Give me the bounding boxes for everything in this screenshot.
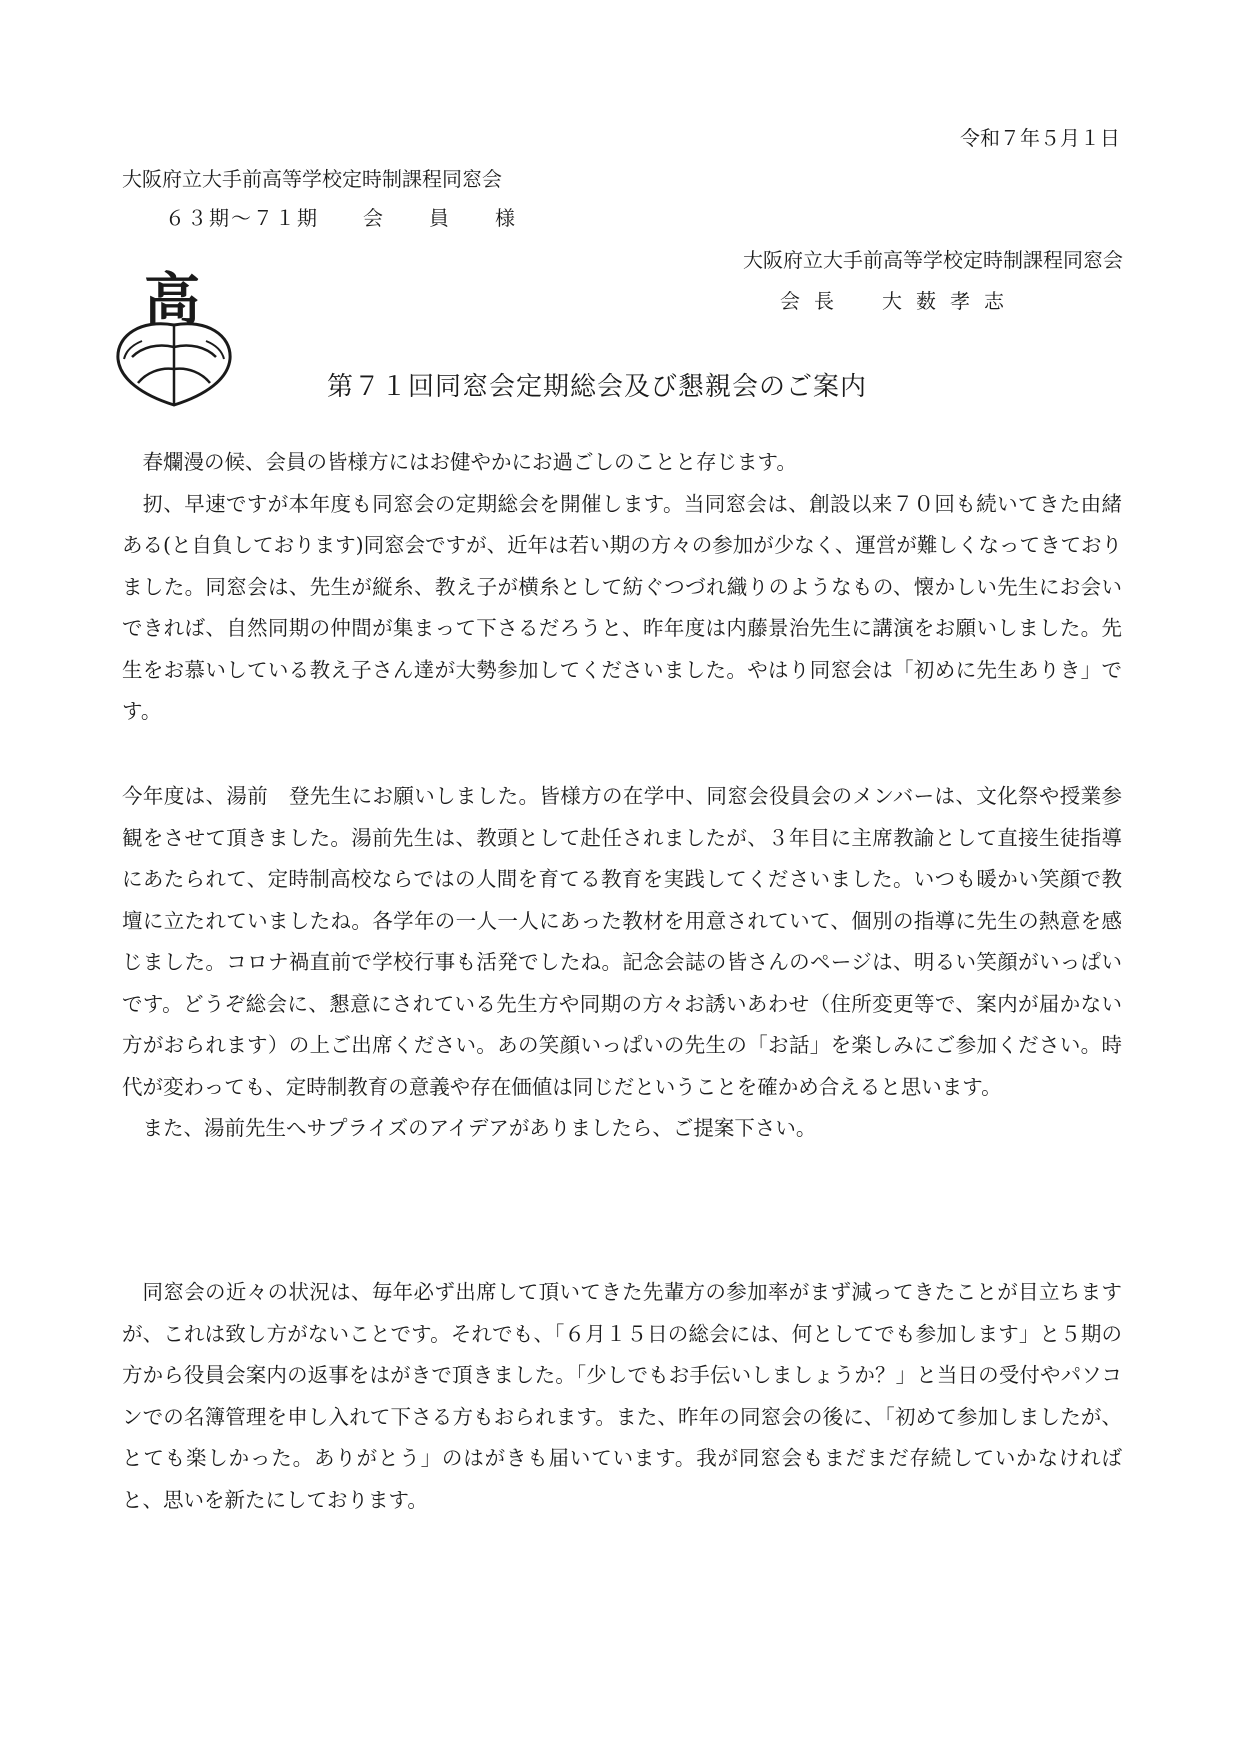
recipient-members: ６３期～７１期 会 員 様 [165,206,517,230]
paragraph: 春爛漫の候、会員の皆様方にはお健やかにお過ごしのことと存じます。 [142,450,797,474]
recipient-organization: 大阪府立大手前高等学校定時制課程同窓会 [122,167,502,191]
sender-president: 会長 大薮孝志 [780,289,1018,313]
sender-organization: 大阪府立大手前高等学校定時制課程同窓会 [743,248,1123,272]
paragraph: 同窓会の近々の状況は、毎年必ず出席して頂いてきた先輩方の参加率がまず減ってきたことが目立ちますが、これは致し方がないことです。それでも、「６月１５日の総会には、何としてでも参加します」と５期の方から役員会案内の返事をはがきで頂きました。「少しでもお手伝いしましょうか？」と当日の受付やパソコンでの名簿管理を申し入れて下さる方もおられます。また、昨年の同窓会の後に、「初めて参加しましたが、とても楽しかった。ありがとう」のはがきも届いています。我が同窓会もまだまだ存続していかなければと、思いを新たにしております。 [122,1280,1122,1512]
page-title: 第７１回同窓会定期総会及び懇親会のご案内 [327,372,868,402]
school-crest-icon [112,255,242,410]
letter-date: 令和７年５月１日 [960,126,1120,150]
body-section-1 [122,442,1122,733]
paragraph: 今年度は、湯前 登先生にお願いしました。皆様方の在学中、同窓会役員会のメンバーは、文化祭や授業参観をさせて頂きました。湯前先生は、教頭として赴任されましたが、３年目に主席教諭として直接生徒指導にあたられて、定時制高校ならではの人間を育てる教育を実践してくださいました。いつも暖かい笑顔で教壇に立たれていましたね。各学年の一人一人にあった教材を用意されていて、個別の指導に先生の熱意を感じました。コロナ禍直前で学校行事も活発でしたね。記念会誌の皆さんのページは、明るい笑顔がいっぱいです。どうぞ総会に、懇意にされている先生方や同期の方々お誘いあわせ（住所変更等で、案内が届かない方がおられます）の上ご出席ください。あの笑顔いっぱいの先生の「お話」を楽しみにご参加ください。時代が変わっても、定時制教育の意義や存在価値は同じだということを確かめ合えると思います。 [122,784,1122,1099]
paragraph: また、湯前先生へサプライズのアイデアがありましたら、ご提案下さい。 [142,1116,817,1140]
paragraph: 扨、早速ですが本年度も同窓会の定期総会を開催します。当同窓会は、創設以来７０回も続いてきた由緒ある(と自負しております)同窓会ですが、近年は若い期の方々の参加が少なく、運営が難しくなってきておりました。同窓会は、先生が縦糸、教え子が横糸として紡ぐつづれ織りのようなもの、懐かしい先生にお会いできれば、自然同期の仲間が集まって下さるだろうと、昨年度は内藤景治先生に講演をお願いしました。先生をお慕いしている教え子さん達が大勢参加してくださいました。やはり同窓会は「初めに先生ありき」です。 [122,491,1122,723]
svg-text:高: 高 [144,267,200,333]
body-section-3 [122,1272,1122,1521]
body-section-2 [122,776,1122,1150]
